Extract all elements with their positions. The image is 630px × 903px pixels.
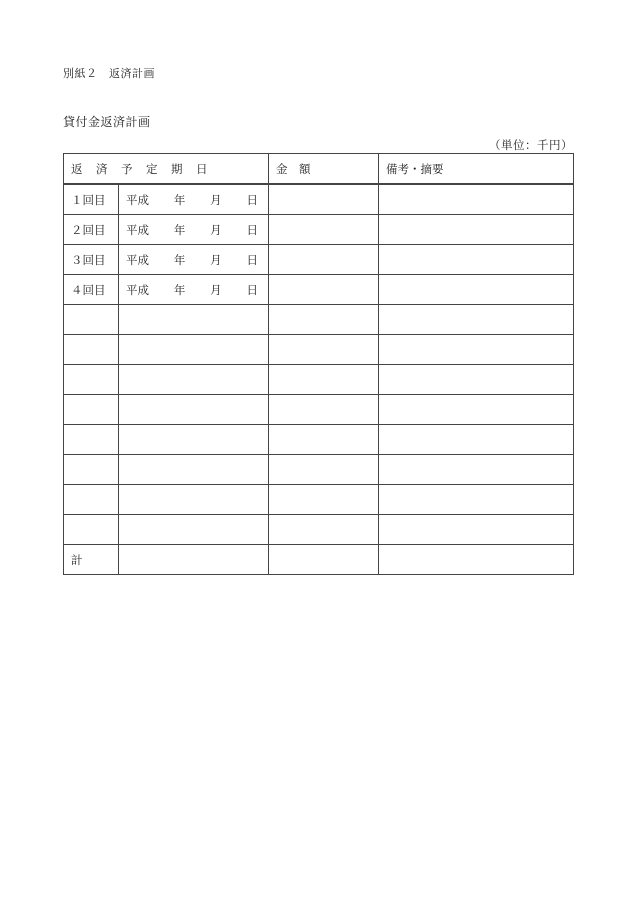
repayment-date-cell[interactable]: [119, 515, 269, 545]
installment-cell: [64, 455, 119, 485]
date-era-label: 平成: [126, 252, 149, 267]
installment-cell: [64, 395, 119, 425]
table-row: [64, 275, 574, 305]
date-parts: [126, 222, 268, 238]
repayment-date-cell[interactable]: [119, 215, 269, 245]
repayment-date-cell[interactable]: [119, 455, 269, 485]
date-year-label: 年: [173, 192, 186, 207]
date-day-label: 日: [246, 252, 258, 267]
attachment-label: 別紙２ 返済計画: [63, 67, 155, 80]
amount-cell[interactable]: [269, 245, 379, 275]
installment-cell: [64, 365, 119, 395]
date-parts: [126, 252, 268, 268]
repayment-date-cell[interactable]: [119, 335, 269, 365]
date-parts: [126, 192, 268, 208]
date-month-label: 月: [210, 192, 222, 207]
date-day-label: 日: [246, 192, 258, 207]
remarks-cell[interactable]: [379, 515, 574, 545]
amount-cell[interactable]: [269, 425, 379, 455]
remarks-cell[interactable]: [379, 275, 574, 305]
table-row: [64, 335, 574, 365]
amount-cell[interactable]: [269, 335, 379, 365]
date-month-label: 月: [210, 282, 222, 297]
repayment-date-cell[interactable]: [119, 485, 269, 515]
installment-cell: [64, 485, 119, 515]
table-row: [64, 425, 574, 455]
repayment-date-cell[interactable]: [119, 425, 269, 455]
table-header-row: [64, 154, 574, 185]
table-body: [64, 184, 574, 575]
date-year-label: 年: [173, 222, 186, 237]
repayment-date-cell[interactable]: [119, 245, 269, 275]
remarks-cell[interactable]: [379, 395, 574, 425]
header-repayment-date: 返 済 予 定 期 日: [64, 154, 269, 185]
table-row: [64, 455, 574, 485]
date-era-label: 平成: [126, 282, 149, 297]
table-row: [64, 245, 574, 275]
installment-cell: ２回目: [64, 215, 119, 245]
repayment-date-cell[interactable]: [119, 184, 269, 215]
installment-cell: [64, 305, 119, 335]
table-row: [64, 305, 574, 335]
date-day-label: 日: [246, 282, 258, 297]
amount-cell[interactable]: [269, 184, 379, 215]
table-row: [64, 215, 574, 245]
table-row: [64, 184, 574, 215]
remarks-cell[interactable]: [379, 245, 574, 275]
repayment-date-cell[interactable]: [119, 365, 269, 395]
installment-cell: [64, 515, 119, 545]
table-row: [64, 485, 574, 515]
header-amount: 金 額: [269, 154, 379, 185]
document-title: 貸付金返済計画: [63, 115, 151, 129]
unit-note: （単位：千円）: [489, 138, 573, 152]
total-label: 計: [64, 545, 119, 575]
date-day-label: 日: [246, 222, 258, 237]
remarks-cell[interactable]: [379, 335, 574, 365]
remarks-cell[interactable]: [379, 365, 574, 395]
date-year-label: 年: [173, 252, 186, 267]
remarks-cell[interactable]: [379, 485, 574, 515]
total-amount-cell[interactable]: [269, 545, 379, 575]
amount-cell[interactable]: [269, 515, 379, 545]
total-date-cell: [119, 545, 269, 575]
repayment-date-cell[interactable]: [119, 395, 269, 425]
installment-cell: [64, 335, 119, 365]
amount-cell[interactable]: [269, 215, 379, 245]
date-month-label: 月: [210, 222, 222, 237]
remarks-cell[interactable]: [379, 305, 574, 335]
total-row: [64, 545, 574, 575]
date-month-label: 月: [210, 252, 222, 267]
date-era-label: 平成: [126, 192, 149, 207]
remarks-cell[interactable]: [379, 215, 574, 245]
header-remarks: 備考・摘要: [379, 154, 574, 185]
remarks-cell[interactable]: [379, 455, 574, 485]
date-era-label: 平成: [126, 222, 149, 237]
table-row: [64, 515, 574, 545]
installment-cell: ４回目: [64, 275, 119, 305]
installment-cell: [64, 425, 119, 455]
date-parts: [126, 282, 268, 298]
remarks-cell[interactable]: [379, 184, 574, 215]
amount-cell[interactable]: [269, 305, 379, 335]
amount-cell[interactable]: [269, 395, 379, 425]
repayment-plan-table: [63, 153, 574, 575]
date-year-label: 年: [173, 282, 186, 297]
repayment-date-cell[interactable]: [119, 305, 269, 335]
amount-cell[interactable]: [269, 485, 379, 515]
table-row: [64, 395, 574, 425]
table-row: [64, 365, 574, 395]
remarks-cell[interactable]: [379, 425, 574, 455]
amount-cell[interactable]: [269, 275, 379, 305]
installment-cell: ３回目: [64, 245, 119, 275]
amount-cell[interactable]: [269, 365, 379, 395]
amount-cell[interactable]: [269, 455, 379, 485]
total-remarks-cell[interactable]: [379, 545, 574, 575]
installment-cell: １回目: [64, 184, 119, 215]
repayment-date-cell[interactable]: [119, 275, 269, 305]
